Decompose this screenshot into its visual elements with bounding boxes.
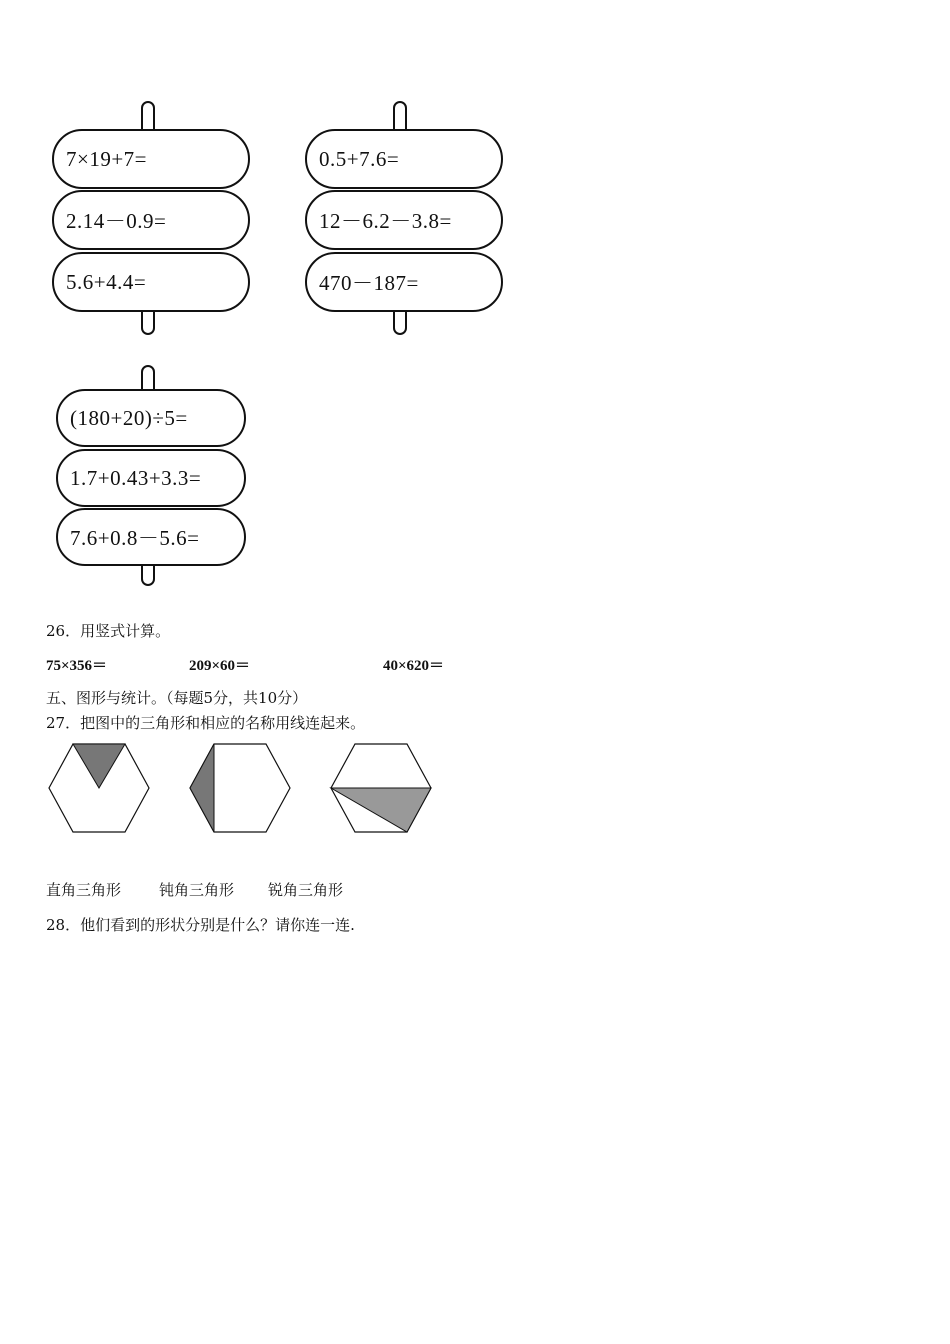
- skewer-1-item-3: 5.6+4.4=: [52, 252, 250, 312]
- q26-title: 26．用竖式计算。: [46, 622, 171, 640]
- hexagon-figure-2: [188, 742, 292, 834]
- section5-title: 五、图形与统计。（每题5分，共10分）: [46, 689, 308, 707]
- q26-problem-2: 209×60＝: [189, 658, 251, 674]
- skewer-1-item-1: 7×19+7=: [52, 129, 250, 189]
- q27-label-right-triangle: 直角三角形: [46, 881, 122, 899]
- q27-title: 27．把图中的三角形和相应的名称用线连起来。: [46, 714, 366, 732]
- q27-label-obtuse-triangle: 钝角三角形: [159, 881, 235, 899]
- hexagon-figure-1: [47, 742, 151, 834]
- q28-title: 28．他们看到的形状分别是什么？请你连一连.: [46, 916, 355, 934]
- q26-problem-1: 75×356＝: [46, 658, 108, 674]
- skewer-2-item-2: 12－6.2－3.8=: [305, 190, 503, 250]
- skewer-1-item-2: 2.14－0.9=: [52, 190, 250, 250]
- skewer-2-item-1: 0.5+7.6=: [305, 129, 503, 189]
- q26-problem-3: 40×620＝: [383, 658, 445, 674]
- skewer-3-item-1: (180+20)÷5=: [56, 389, 246, 447]
- skewer-2-item-3: 470－187=: [305, 252, 503, 312]
- q27-label-acute-triangle: 锐角三角形: [268, 881, 344, 899]
- shaded-triangle-2: [190, 744, 214, 832]
- skewer-3-item-3: 7.6+0.8－5.6=: [56, 508, 246, 566]
- skewer-3-item-2: 1.7+0.43+3.3=: [56, 449, 246, 507]
- hexagon-figure-3: [329, 742, 433, 834]
